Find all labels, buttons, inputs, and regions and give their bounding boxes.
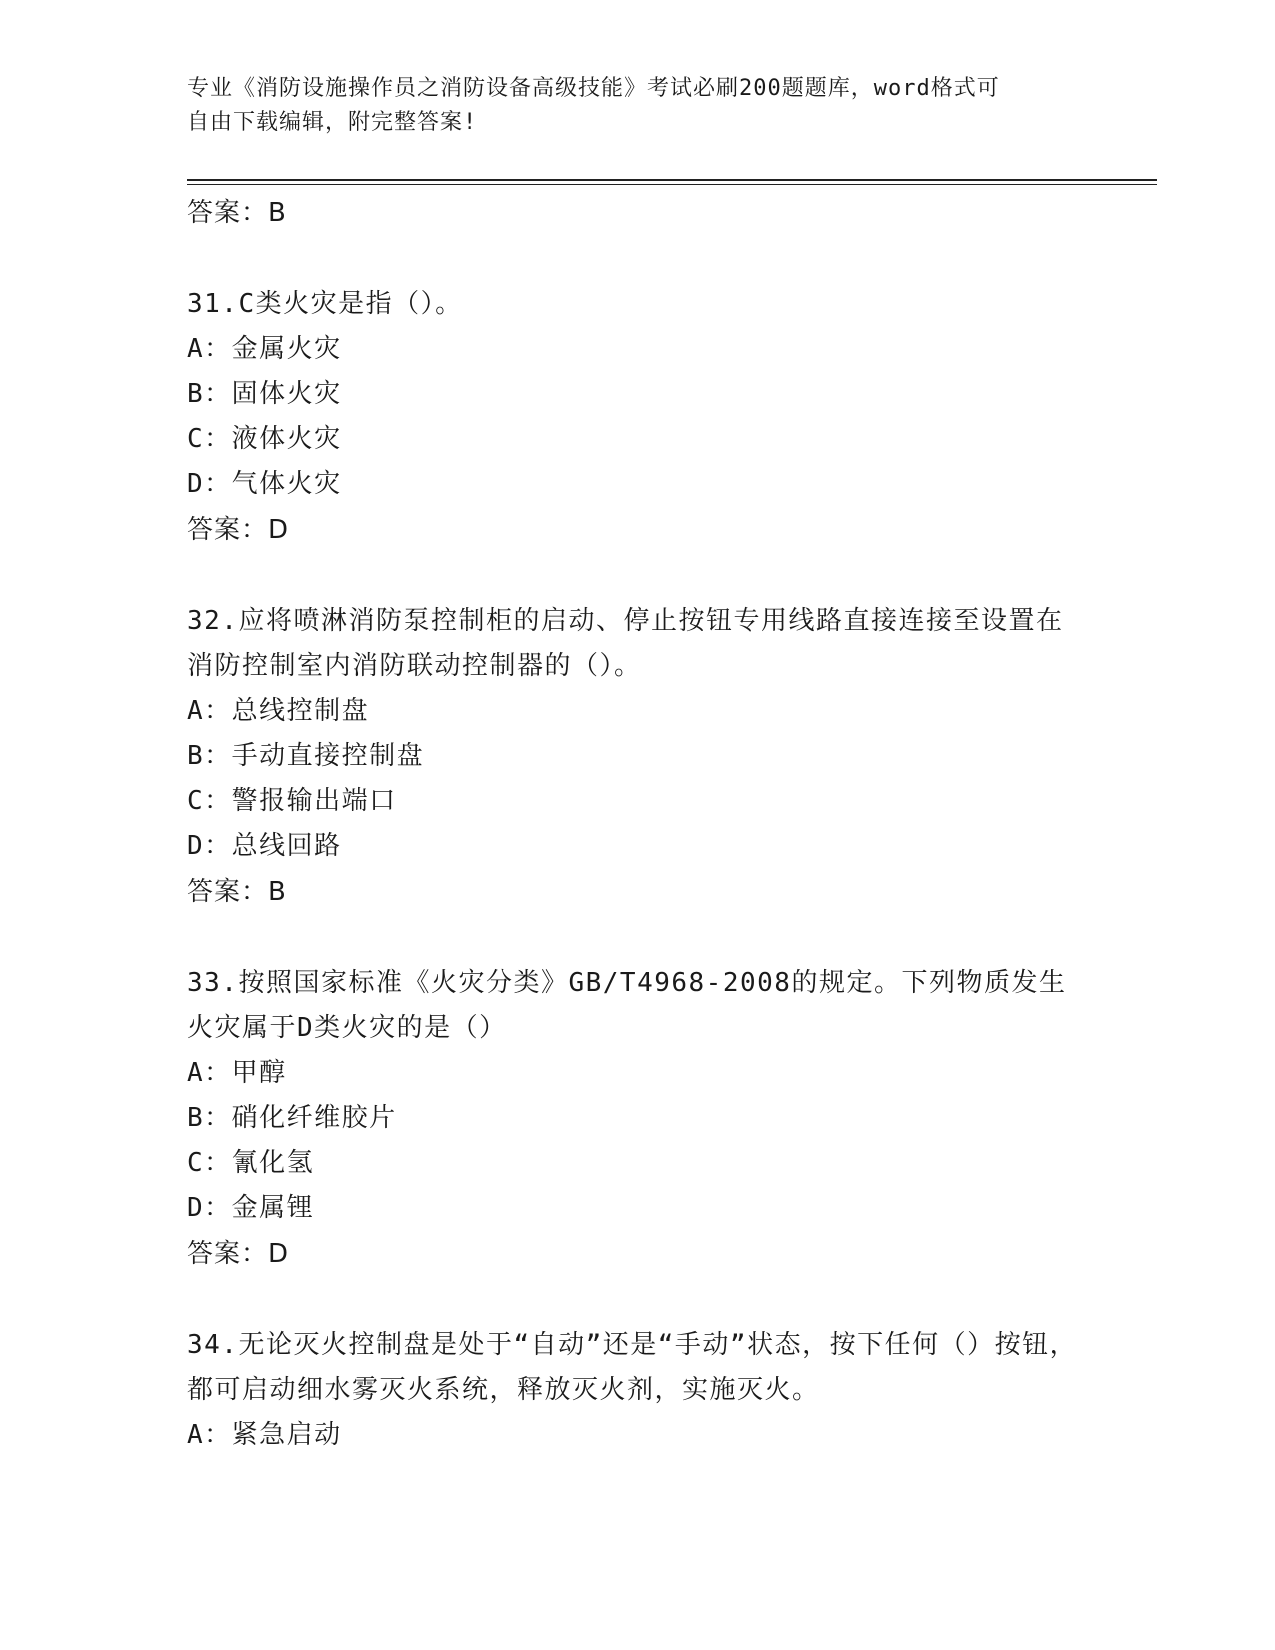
- question-text: 34.无论灭火控制盘是处于“自动”还是“手动”状态，按下任何（）按钮，都可启动细水雾灭火系统，释放灭火剂，实施灭火。: [187, 1330, 1078, 1405]
- question-34: [187, 1323, 1087, 1458]
- question-33: [187, 961, 1087, 1277]
- header-line-1: 专业《消防设施操作员之消防设备高级技能》考试必刷200题题库，word格式可: [187, 76, 1000, 101]
- answer-line: 答案：B: [187, 877, 287, 907]
- document-header: [187, 72, 1087, 140]
- option-a: A：甲醇: [187, 1058, 287, 1088]
- question-text: 31.C类火灾是指（）。: [187, 289, 463, 319]
- option-d: D：总线回路: [187, 831, 342, 861]
- option-d: D：金属锂: [187, 1193, 315, 1223]
- question-31: [187, 282, 1087, 553]
- option-b: B：手动直接控制盘: [187, 741, 425, 771]
- option-c: C：警报输出端口: [187, 786, 397, 816]
- header-rule-thin: [187, 184, 1157, 185]
- option-a: A：紧急启动: [187, 1420, 342, 1450]
- answer-line: 答案：D: [187, 1239, 290, 1269]
- question-32: [187, 599, 1087, 915]
- question-list: [187, 190, 1087, 1458]
- option-a: A：金属火灾: [187, 334, 342, 364]
- question-text: 33.按照国家标准《火灾分类》GB/T4968-2008的规定。下列物质发生火灾属于D类火灾的是（）: [187, 968, 1067, 1043]
- option-b: B：固体火灾: [187, 379, 342, 409]
- option-c: C：氰化氢: [187, 1148, 315, 1178]
- option-a: A：总线控制盘: [187, 696, 370, 726]
- option-c: C：液体火灾: [187, 424, 342, 454]
- option-b: B：硝化纤维胶片: [187, 1103, 397, 1133]
- question-text: 32.应将喷淋消防泵控制柜的启动、停止按钮专用线路直接连接至设置在消防控制室内消防联动控制器的（）。: [187, 606, 1064, 681]
- answer-line: 答案：B: [187, 198, 287, 228]
- header-line-2: 自由下载编辑，附完整答案!: [187, 110, 478, 135]
- header-rule-thick: [187, 179, 1157, 181]
- answer-line: 答案：D: [187, 515, 290, 545]
- option-d: D：气体火灾: [187, 469, 342, 499]
